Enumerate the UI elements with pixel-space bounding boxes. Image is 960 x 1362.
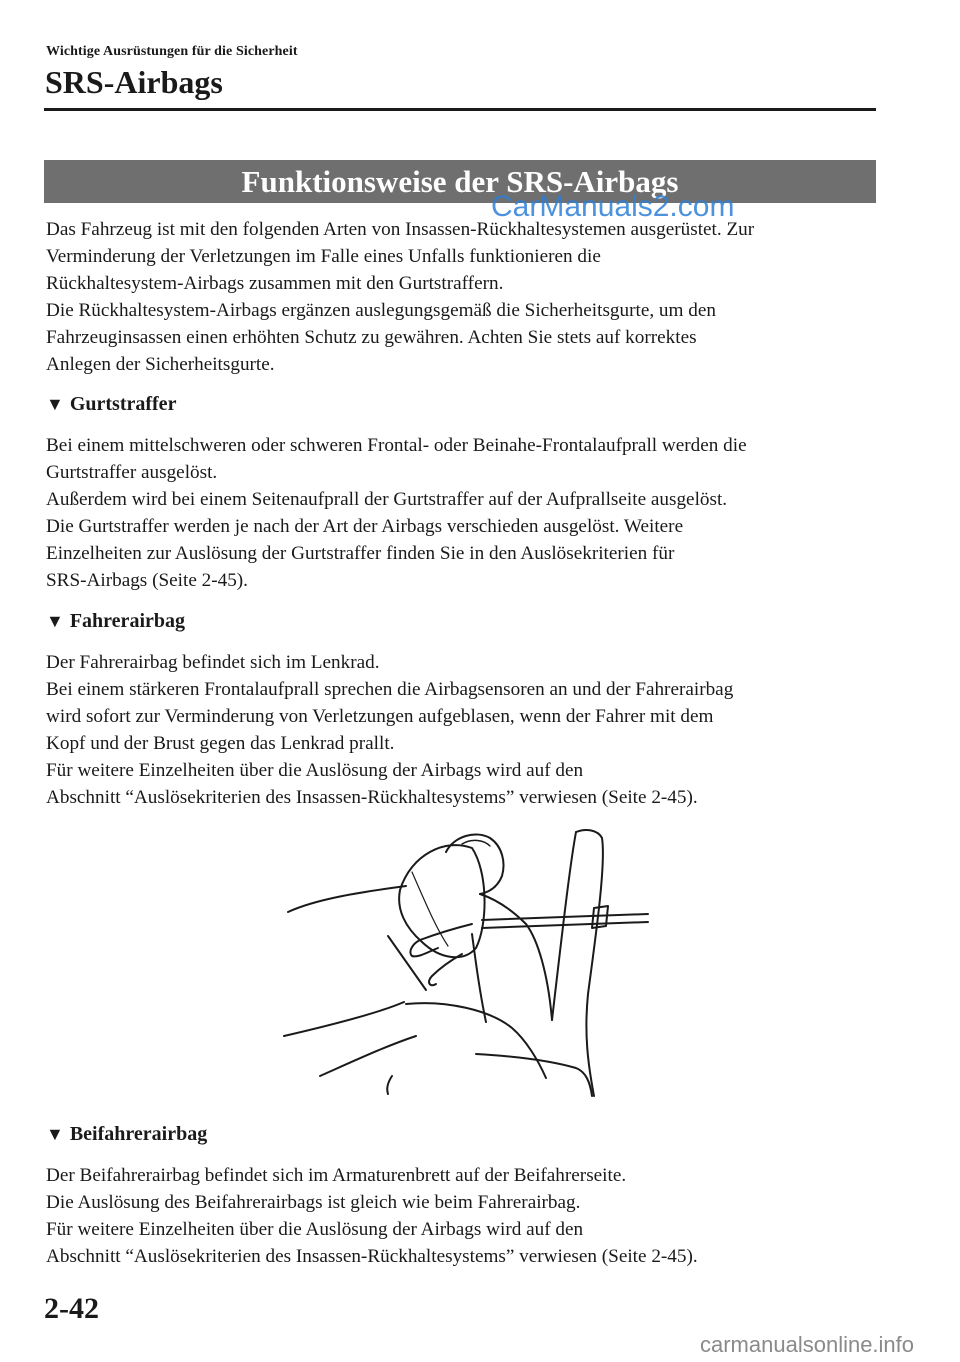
seat-back xyxy=(576,830,603,1096)
driver-airbag-deployment-illustration xyxy=(276,824,656,1100)
triangle-down-icon: ▼ xyxy=(46,1124,64,1144)
section-body-gurtstraffer xyxy=(46,432,886,594)
section-body-beifahrerairbag xyxy=(46,1162,886,1270)
intro-paragraph xyxy=(46,216,886,378)
header-rule xyxy=(44,108,876,111)
text-line: Abschnitt “Auslösekriterien des Insassen-Rückhaltesystems” verwiesen (Seite 2-45). xyxy=(46,1246,698,1267)
text-line: Verminderung der Verletzungen im Falle eines Unfalls funktionieren die xyxy=(46,246,601,267)
text-line: Kopf und der Brust gegen das Lenkrad prallt. xyxy=(46,733,395,754)
text-line: Bei einem mittelschweren oder schweren Frontal- oder Beinahe-Frontalaufprall werden die xyxy=(46,435,747,456)
watermark: CarManuals2.com xyxy=(491,190,735,223)
text-line: wird sofort zur Verminderung von Verletzungen aufgeblasen, wenn der Fahrer mit dem xyxy=(46,706,714,727)
text-line: Außerdem wird bei einem Seitenaufprall der Gurtstraffer auf der Aufprallseite ausgelöst. xyxy=(46,489,728,510)
text-line: Bei einem stärkeren Frontalaufprall sprechen die Airbagsensoren an und der Fahrerairbag xyxy=(46,679,734,700)
floor-pedal xyxy=(387,1076,392,1094)
driver-chest xyxy=(472,934,486,1022)
text-line: Abschnitt “Auslösekriterien des Insassen-Rückhaltesystems” verwiesen (Seite 2-45). xyxy=(46,787,698,808)
driver-arm-upper xyxy=(410,924,472,956)
section-heading-label: Beifahrerairbag xyxy=(69,1123,208,1145)
footer-url: carmanualsonline.info xyxy=(700,1332,915,1357)
text-line: Gurtstraffer ausgelöst. xyxy=(46,462,218,483)
triangle-down-icon: ▼ xyxy=(46,394,64,414)
text-line: Einzelheiten zur Auslösung der Gurtstraffer finden Sie in den Auslösekriterien für xyxy=(46,543,675,564)
driver-head xyxy=(446,834,504,894)
text-line: Der Fahrerairbag befindet sich im Lenkrad. xyxy=(46,652,380,673)
driver-thigh xyxy=(406,1003,546,1078)
text-line: SRS-Airbags (Seite 2-45). xyxy=(46,570,248,591)
section-heading-fahrerairbag xyxy=(46,608,185,634)
seat-belt-shoulder-edge xyxy=(482,922,648,928)
section-heading-beifahrerairbag xyxy=(46,1121,207,1147)
section-heading-label: Gurtstraffer xyxy=(69,393,177,415)
section-heading-label: Fahrerairbag xyxy=(69,610,185,632)
text-line: Rückhaltesystem-Airbags zusammen mit den Gurtstraffern. xyxy=(46,273,504,294)
chapter-title: SRS-Airbags xyxy=(45,64,223,100)
section-heading-gurtstraffer xyxy=(46,391,176,417)
driver-leg xyxy=(320,1036,416,1076)
inflated-airbag xyxy=(399,845,484,957)
text-line: Für weitere Einzelheiten über die Auslösung der Airbags wird auf den xyxy=(46,760,584,781)
text-line: Die Gurtstraffer werden je nach der Art der Airbags verschieden ausgelöst. Weitere xyxy=(46,516,684,537)
airbag-fold-line xyxy=(412,872,448,946)
text-line: Die Auslösung des Beifahrerairbags ist gleich wie beim Fahrerairbag. xyxy=(46,1192,581,1213)
page-number: 2-42 xyxy=(44,1292,99,1325)
steering-column xyxy=(388,936,426,990)
text-line: Für weitere Einzelheiten über die Auslösung der Airbags wird auf den xyxy=(46,1219,584,1240)
text-line: Fahrzeuginsassen einen erhöhten Schutz zu gewähren. Achten Sie stets auf korrektes xyxy=(46,327,697,348)
section-kicker: Wichtige Ausrüstungen für die Sicherheit xyxy=(46,44,298,59)
text-line: Das Fahrzeug ist mit den folgenden Arten von Insassen-Rückhaltesystemen ausgerüstet. Zur xyxy=(46,219,755,240)
section-body-fahrerairbag xyxy=(46,649,886,811)
triangle-down-icon: ▼ xyxy=(46,611,64,631)
text-line: Der Beifahrerairbag befindet sich im Armaturenbrett auf der Beifahrerseite. xyxy=(46,1165,627,1186)
instrument-panel-lower xyxy=(284,1002,404,1036)
text-line: Die Rückhaltesystem-Airbags ergänzen auslegungsgemäß die Sicherheitsgurte, um den xyxy=(46,300,716,321)
topic-banner: Funktionsweise der SRS-Airbags xyxy=(44,160,876,203)
driver-back xyxy=(480,894,552,1020)
text-line: Anlegen der Sicherheitsgurte. xyxy=(46,354,275,375)
driver-arm-lower xyxy=(429,954,462,985)
dashboard-line xyxy=(288,886,406,912)
seat-cushion xyxy=(476,1054,592,1096)
